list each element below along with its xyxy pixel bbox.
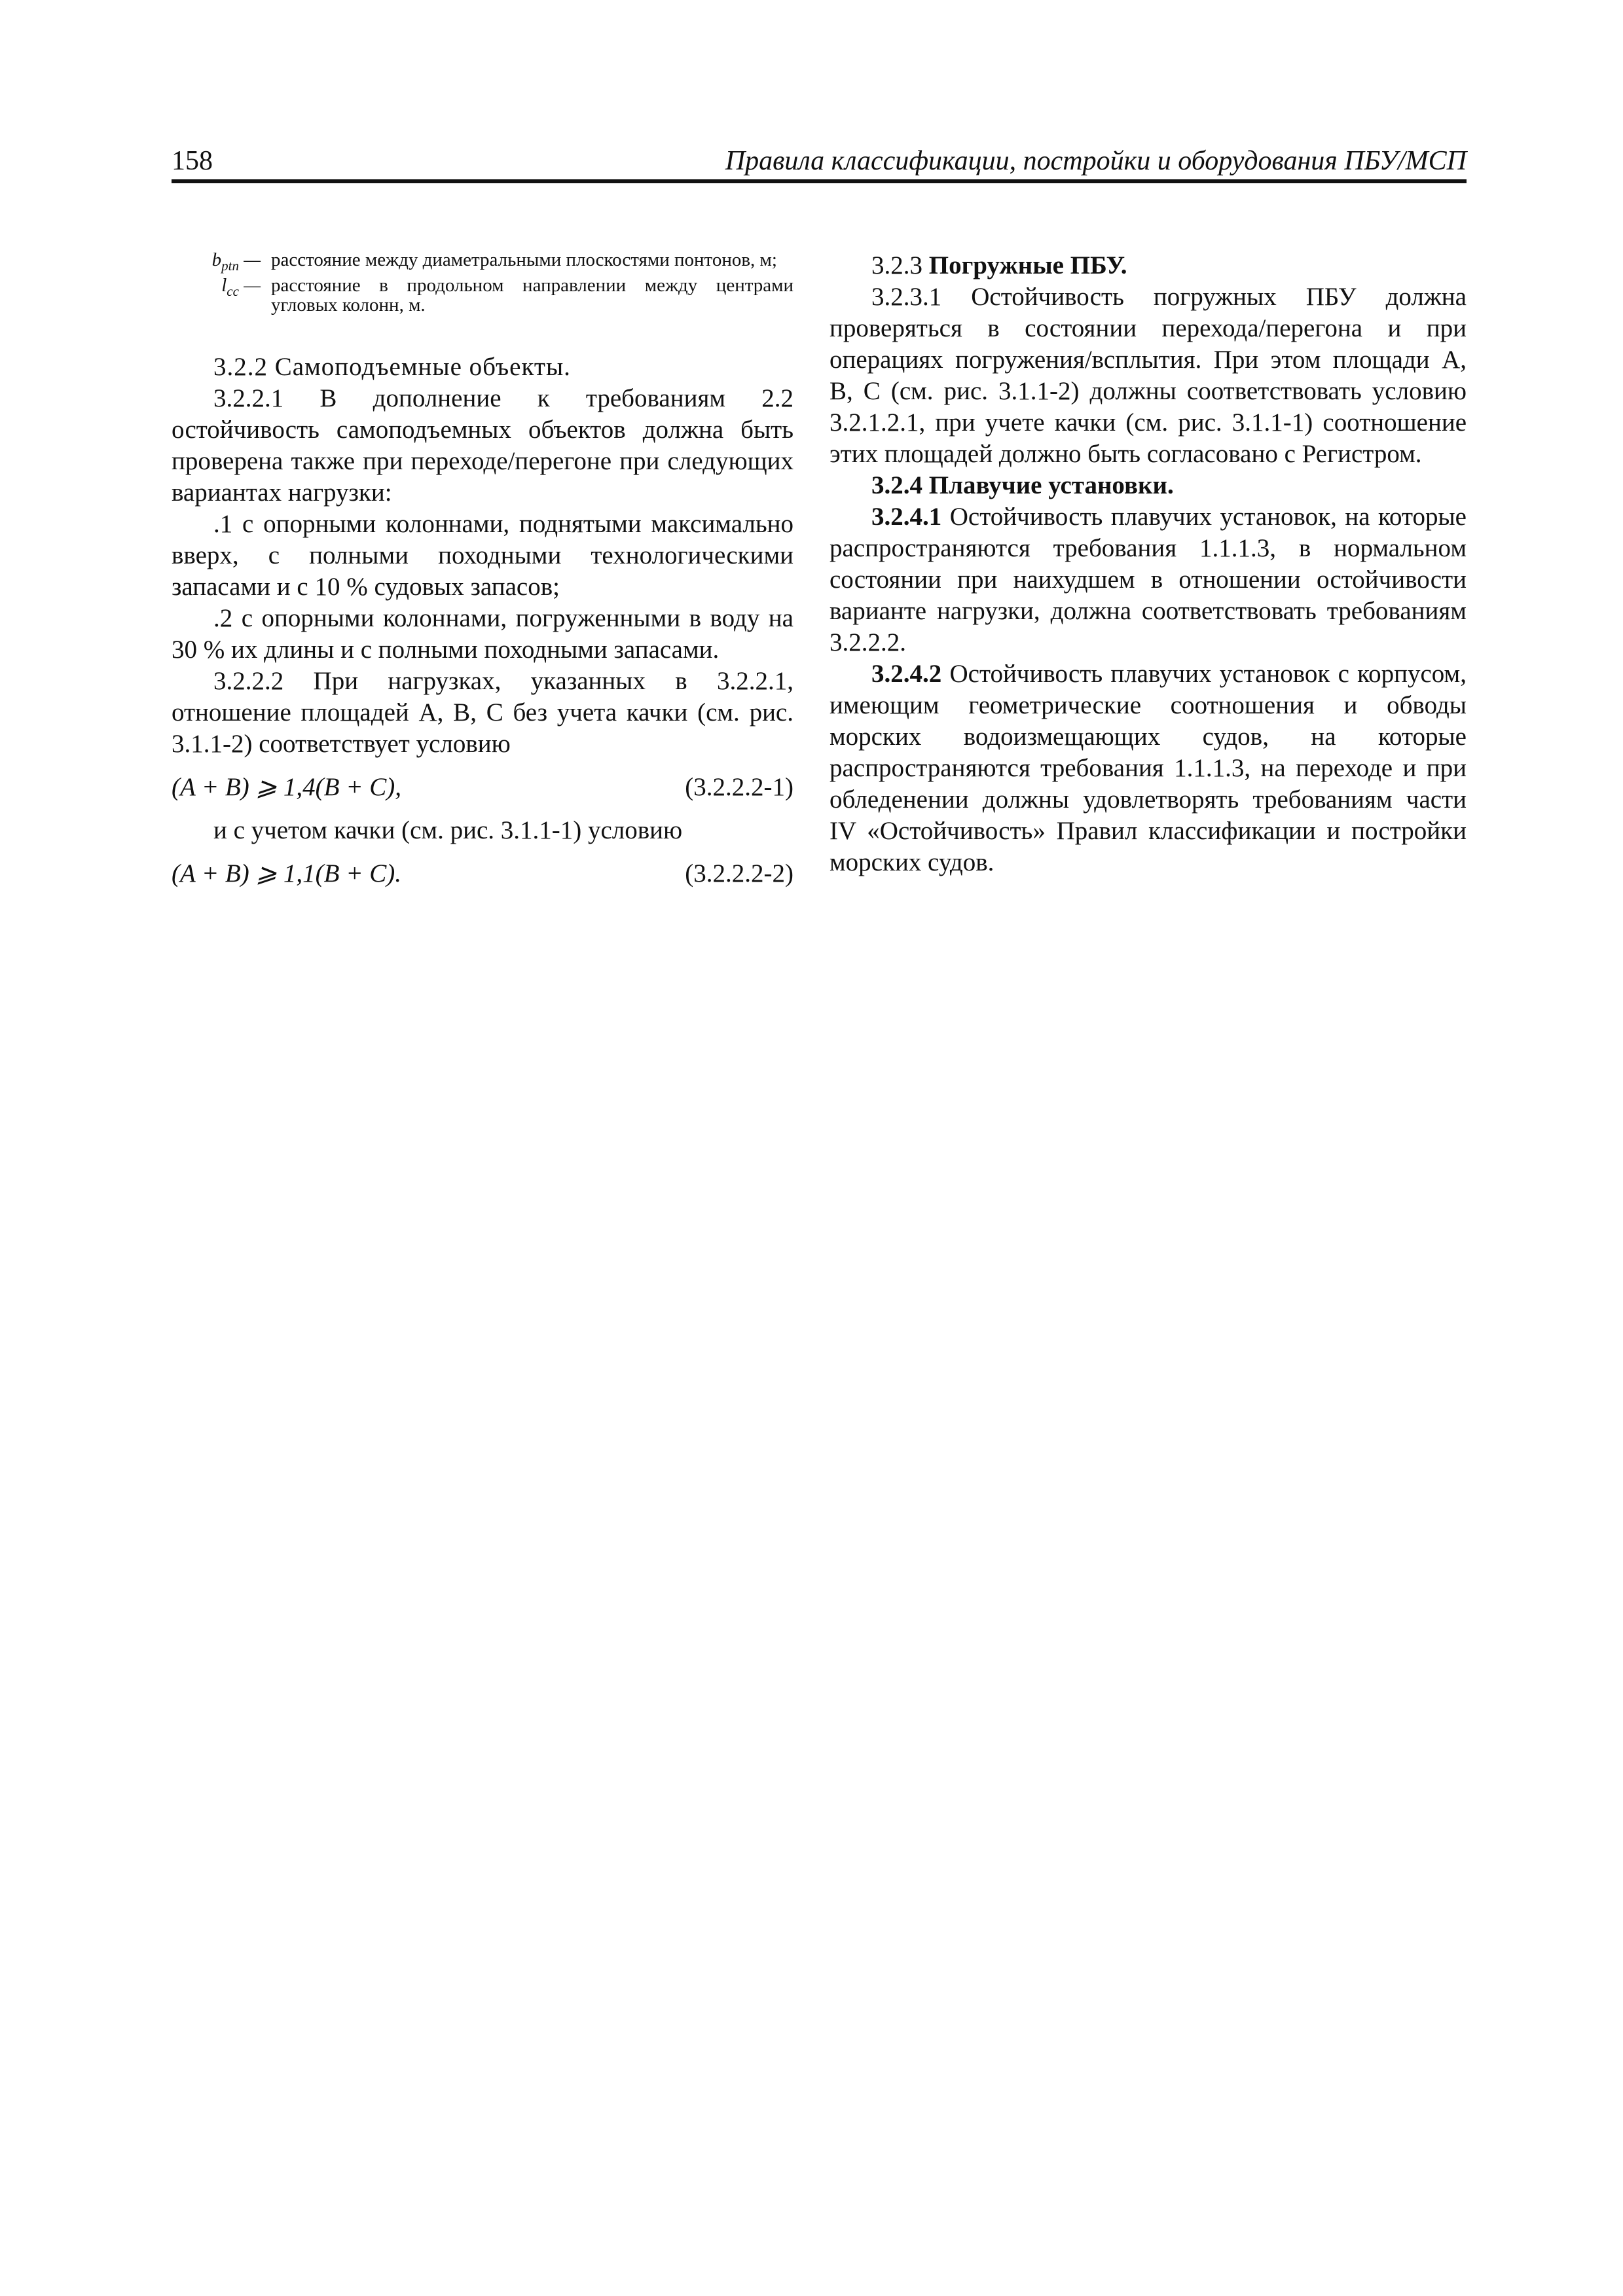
paragraph-3-2-2-1: 3.2.2.1 В дополнение к требованиям 2.2 остойчивость самоподъемных объектов должна быть проверена также при переходе/перегоне при следующих вариантах нагрузки:	[172, 384, 793, 507]
paragraph-3-2-4-2: 3.2.4.2 Остойчивость плавучих установок с корпусом, имеющим геометрические соотношения и обводы морских водоизмещающих судов, на которые распространяются требования 1.1.1.3, на переходе и при обледенении должны удовлетворять требованиям части IV «Остойчивость» Правил классификации и постройки морских судов.	[830, 660, 1467, 876]
paragraph-3-2-3-1: 3.2.3.1 Остойчивость погружных ПБУ должна проверяться в состоянии перехода/перегона и при операциях погружения/всплытия. При этом площади А, В, С (см. рис. 3.1.1-2) должны соответствовать условию 3.2.1.2.1, при учете качки (см. рис. 3.1.1-1) соотношение этих площадей должно быть согласовано с Регистром.	[830, 283, 1467, 468]
running-title: Правила классификации, постройки и оборудования ПБУ/МСП	[725, 146, 1467, 176]
formula-expression: (A + B) ⩾ 1,1(B + C).	[172, 859, 402, 888]
formula-expression: (A + B) ⩾ 1,4(B + C),	[172, 772, 402, 801]
formula-3-2-2-2-2	[172, 858, 793, 889]
legend-symbol: $b_{ptn}$ —	[211, 249, 261, 274]
paragraph-3-2-2-2: 3.2.2.2 При нагрузках, указанных в 3.2.2.1, отношение площадей А, В, С без учета качки (см. рис. 3.1.1-2) соответствует условию	[172, 666, 793, 758]
formula-3-2-2-2-1	[172, 772, 793, 803]
paragraph-3-2-4-1: 3.2.4.1 Остойчивость плавучих установок, на которые распространяются требования 1.1.1.3, в нормальном состоянии при наихудшем в отношении остойчивости варианте нагрузки, должна соответствовать требованиям 3.2.2.2.	[830, 503, 1467, 656]
page-number: 158	[172, 146, 213, 176]
right-column	[830, 250, 1467, 878]
formula-number: (3.2.2.2-1)	[685, 772, 793, 801]
symbol-legend	[172, 250, 793, 315]
legend-symbol: $l_{cc}$ —	[221, 274, 261, 299]
section-heading-3-2-2: 3.2.2 Самоподъемные объекты.	[213, 352, 571, 381]
header-rule	[172, 179, 1467, 183]
paragraph-with-roll: и с учетом качки (см. рис. 3.1.1-1) условию	[213, 816, 683, 844]
section-heading-3-2-4: 3.2.4 Плавучие установки.	[871, 471, 1174, 499]
legend-row-lcc	[172, 276, 793, 315]
left-column	[172, 250, 793, 901]
section-heading-3-2-3: 3.2.3 Погружные ПБУ.	[871, 251, 1127, 279]
legend-text: расстояние между диаметральными плоскостями понтонов, м;	[271, 249, 777, 270]
legend-text: расстояние в продольном направлении между центрами угловых колонн, м.	[271, 274, 793, 315]
formula-number: (3.2.2.2-2)	[685, 859, 793, 888]
list-item-1: .1 с опорными колоннами, поднятыми максимально вверх, с полными походными технологическими запасами и с 10 % судовых запасов;	[172, 509, 793, 601]
page-header	[172, 140, 1467, 178]
legend-row-bptn	[172, 250, 793, 276]
list-item-2: .2 с опорными колоннами, погруженными в воду на 30 % их длины и с полными походными запасами.	[172, 603, 793, 664]
